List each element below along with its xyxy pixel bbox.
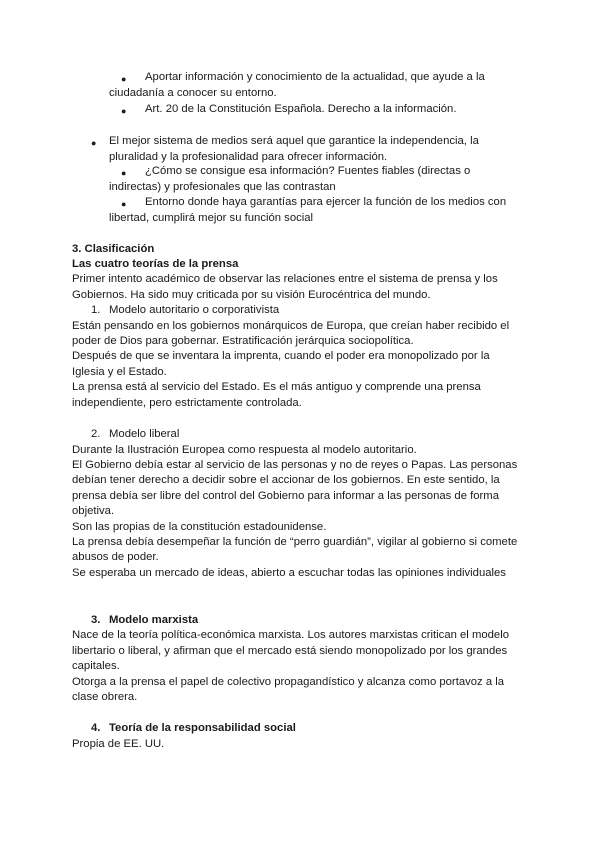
model-2-line: Durante la Ilustración Europea como respuesta al modelo autoritario. [72,444,417,456]
sub-bullet-3-line-1: ¿Cómo se consigue esa información? Fuentes fiables (directas o [145,165,471,177]
model-3-line: Otorga a la prensa el papel de colectivo propagandístico y alcanza como portavoz a la [72,676,505,688]
sub-bullet-1-line-1: Aportar información y conocimiento de la actualidad, que ayude a la [145,71,485,83]
bullet-icon: ● [121,106,127,116]
bullet-icon: ● [91,138,97,148]
model-1-title: Modelo autoritario o corporativista [109,304,280,316]
section-subheading: Las cuatro teorías de la prensa [72,258,239,270]
model-1-line: La prensa está al servicio del Estado. Es el más antiguo y comprende una prensa [72,381,481,393]
model-1-line: Están pensando en los gobiernos monárquicos de Europa, que creían haber recibido el [72,320,510,332]
bullet-icon: ● [121,74,127,84]
model-3-number: 3. [91,614,101,626]
sub-bullet-4-line-2: libertad, cumplirá mejor su función social [109,212,314,224]
main-bullet-line-2: pluralidad y la profesionalidad para ofrecer información. [109,151,388,163]
model-3-line: clase obrera. [72,691,138,703]
model-3-line: Nace de la teoría política-económica marxista. Los autores marxistas critican el modelo [72,629,510,641]
model-1-line: poder de Dios para gobernar. Estratificación jerárquica sociopolítica. [72,335,414,347]
sub-bullet-1-line-2: ciudadanía a conocer su entorno. [109,87,277,99]
model-2-line: El Gobierno debía estar al servicio de las personas y no de reyes o Papas. Las personas [72,459,518,471]
sub-bullet-4-line-1: Entorno donde haya garantías para ejercer la función de los medios con [145,196,507,208]
section-heading: 3. Clasificación [72,243,155,255]
intro-line-1: Primer intento académico de observar las relaciones entre el sistema de prensa y los [72,273,498,285]
intro-line-2: Gobiernos. Ha sido muy criticada por su visión Eurocéntrica del mundo. [72,289,431,301]
model-1-line: independiente, pero estrictamente controlada. [72,397,302,409]
model-1-number: 1. [91,304,101,316]
model-4-title: Teoría de la responsabilidad social [109,722,296,734]
bullet-icon: ● [121,168,127,178]
bullet-icon: ● [121,199,127,209]
sub-bullet-3-line-2: indirectas) y profesionales que las contrastan [109,181,336,193]
model-3-title: Modelo marxista [109,614,199,626]
model-2-line: debían tener derecho a decidir sobre el accionar de los gobiernos. En este sentido, la [72,474,500,486]
model-4-number: 4. [91,722,101,734]
model-1-line: Iglesia y el Estado. [72,366,167,378]
model-2-line: Se esperaba un mercado de ideas, abierto a escuchar todas las opiniones individuales [72,567,506,579]
model-2-number: 2. [91,428,101,440]
main-bullet-line-1: El mejor sistema de medios será aquel que garantice la independencia, la [109,135,479,147]
model-3-line: capitales. [72,660,120,672]
model-3-line: libertario o liberal, y afirman que el mercado está siendo monopolizado por los grandes [72,645,508,657]
model-2-title: Modelo liberal [109,428,180,440]
model-1-line: Después de que se inventara la imprenta, cuando el poder era monopolizado por la [72,350,490,362]
model-2-line: abusos de poder. [72,551,159,563]
model-2-line: Son las propias de la constitución estadounidense. [72,521,327,533]
sub-bullet-2-line-1: Art. 20 de la Constitución Española. Derecho a la información. [145,103,457,115]
model-2-line: objetiva. [72,505,115,517]
model-4-line: Propia de EE. UU. [72,738,165,750]
model-2-line: prensa debía ser libre del control del Gobierno para informar a las personas de forma [72,490,500,502]
model-2-line: La prensa debía desempeñar la función de “perro guardián”, vigilar al gobierno si comete [72,536,518,548]
